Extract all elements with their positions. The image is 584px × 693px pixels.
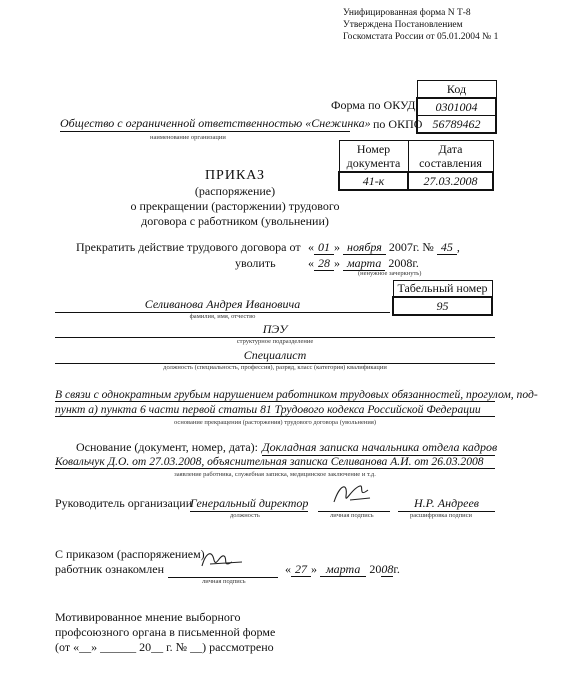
order-subtitle: (распоряжение) xyxy=(194,184,276,198)
contract-number-label: г. № xyxy=(412,240,434,254)
basis-caption: заявление работника, служебная записка, медицинское заключение и т.д. xyxy=(174,471,376,478)
dismiss-year: 2008 xyxy=(388,256,413,270)
union-line2: профсоюзного органа в письменной форме xyxy=(55,625,276,639)
doc-number-value: 41-к xyxy=(339,172,408,190)
grounds-line2: пункт а) пункта 6 части первой статьи 81 Трудового кодекса Российской Федерации xyxy=(55,403,495,417)
contract-day: 01 xyxy=(314,240,334,255)
dismiss-date: « 28 » марта 2008г. xyxy=(308,256,419,270)
dismiss-year-g: г. xyxy=(412,256,419,270)
employee-name-caption: фамилия, имя, отчество xyxy=(189,313,256,320)
union-line3: (от «__» ______ 20__ г. № __) рассмотрено xyxy=(55,640,274,654)
basis-label: Основание (документ, номер, дата): xyxy=(76,440,258,454)
doc-date-header: Дата составления xyxy=(408,141,493,173)
basis-line2: Ковальчук Д.О. от 27.03.2008, объяснительная записка Селиванова А.И. от 26.03.2008 xyxy=(55,455,495,469)
acquaint-line2: работник ознакомлен xyxy=(55,562,165,576)
okpo-value: 56789462 xyxy=(417,116,496,134)
form-header-line3: Госкомстата России от 05.01.2004 № 1 xyxy=(343,32,499,42)
strike-note: (ненужное зачеркнуть) xyxy=(358,270,422,277)
director-signature-icon xyxy=(330,478,374,508)
form-header-line2: Утверждена Постановлением xyxy=(343,20,463,30)
director-name: Н.Р. Андреев xyxy=(398,496,495,512)
basis-line1: Докладная записка начальника отдела кадров xyxy=(262,440,498,454)
director-name-caption: расшифровка подписи xyxy=(410,512,473,519)
tabel-value: 95 xyxy=(393,297,492,315)
union-line1: Мотивированное мнение выборного xyxy=(55,610,241,624)
position-caption: должность (специальность, профессия), разряд, класс (категория) квалификации xyxy=(163,364,387,371)
doc-date-value: 27.03.2008 xyxy=(408,172,493,190)
contract-month: ноября xyxy=(343,240,386,255)
okud-value: 0301004 xyxy=(417,98,496,116)
doc-number-table xyxy=(338,140,494,191)
form-header-line1: Унифицированная форма N Т-8 xyxy=(343,8,471,18)
tabel-table xyxy=(392,280,493,316)
acquaint-year-suffix: 08 xyxy=(381,562,394,576)
dismiss-month: марта xyxy=(343,256,385,271)
director-label: Руководитель организации xyxy=(55,496,193,510)
dismiss-label: уволить xyxy=(235,256,276,270)
director-position-caption: должность xyxy=(230,512,260,519)
order-subject-line1: о прекращении (расторжении) трудового xyxy=(130,199,340,213)
contract-number: 45 xyxy=(437,240,457,255)
acquaint-year-g: г. xyxy=(393,562,400,576)
okpo-label: по ОКПО xyxy=(373,117,423,131)
acquaint-day: 27 xyxy=(291,562,311,577)
contract-year: 2007 xyxy=(388,240,413,254)
order-subject-line2: договора с работником (увольнении) xyxy=(141,214,329,228)
terminate-contract-label: Прекратить действие трудового договора от xyxy=(76,240,301,254)
codes-table xyxy=(416,80,497,134)
acquaint-month: марта xyxy=(320,562,366,577)
organization-name: Общество с ограниченной ответственностью «Снежинка» xyxy=(60,116,371,130)
organization-caption: наименование организации xyxy=(150,134,226,141)
position: Специалист xyxy=(55,348,495,364)
contract-date: « 01 » ноября 2007г. № 45 , xyxy=(308,240,460,254)
order-title: ПРИКАЗ xyxy=(204,168,266,183)
grounds-caption: основание прекращения (расторжения) трудового договора (увольнения) xyxy=(174,419,376,426)
department: ПЭУ xyxy=(55,322,495,338)
employee-signature-icon xyxy=(198,546,244,574)
director-sign-caption: личная подпись xyxy=(330,512,374,519)
dismiss-day: 28 xyxy=(314,256,334,271)
kod-header: Код xyxy=(417,81,496,99)
director-position: Генеральный директор xyxy=(190,496,309,510)
acquaint-year-prefix: 20 xyxy=(369,562,382,576)
employee-name: Селиванова Андрея Ивановича xyxy=(55,297,390,313)
grounds-line1: В связи с однократным грубым нарушением работником трудовых обязанностей, прогулом, под- xyxy=(55,388,538,401)
acquaint-date: « 27 » марта 2008г. xyxy=(285,562,400,576)
okud-label: Форма по ОКУД xyxy=(331,98,416,112)
department-caption: структурное подразделение xyxy=(236,338,314,345)
acquaint-line1: С приказом (распоряжением) xyxy=(55,547,205,561)
employee-sign-caption: личная подпись xyxy=(202,578,246,585)
tabel-header: Табельный номер xyxy=(393,281,492,298)
doc-number-header: Номер документа xyxy=(339,141,408,173)
